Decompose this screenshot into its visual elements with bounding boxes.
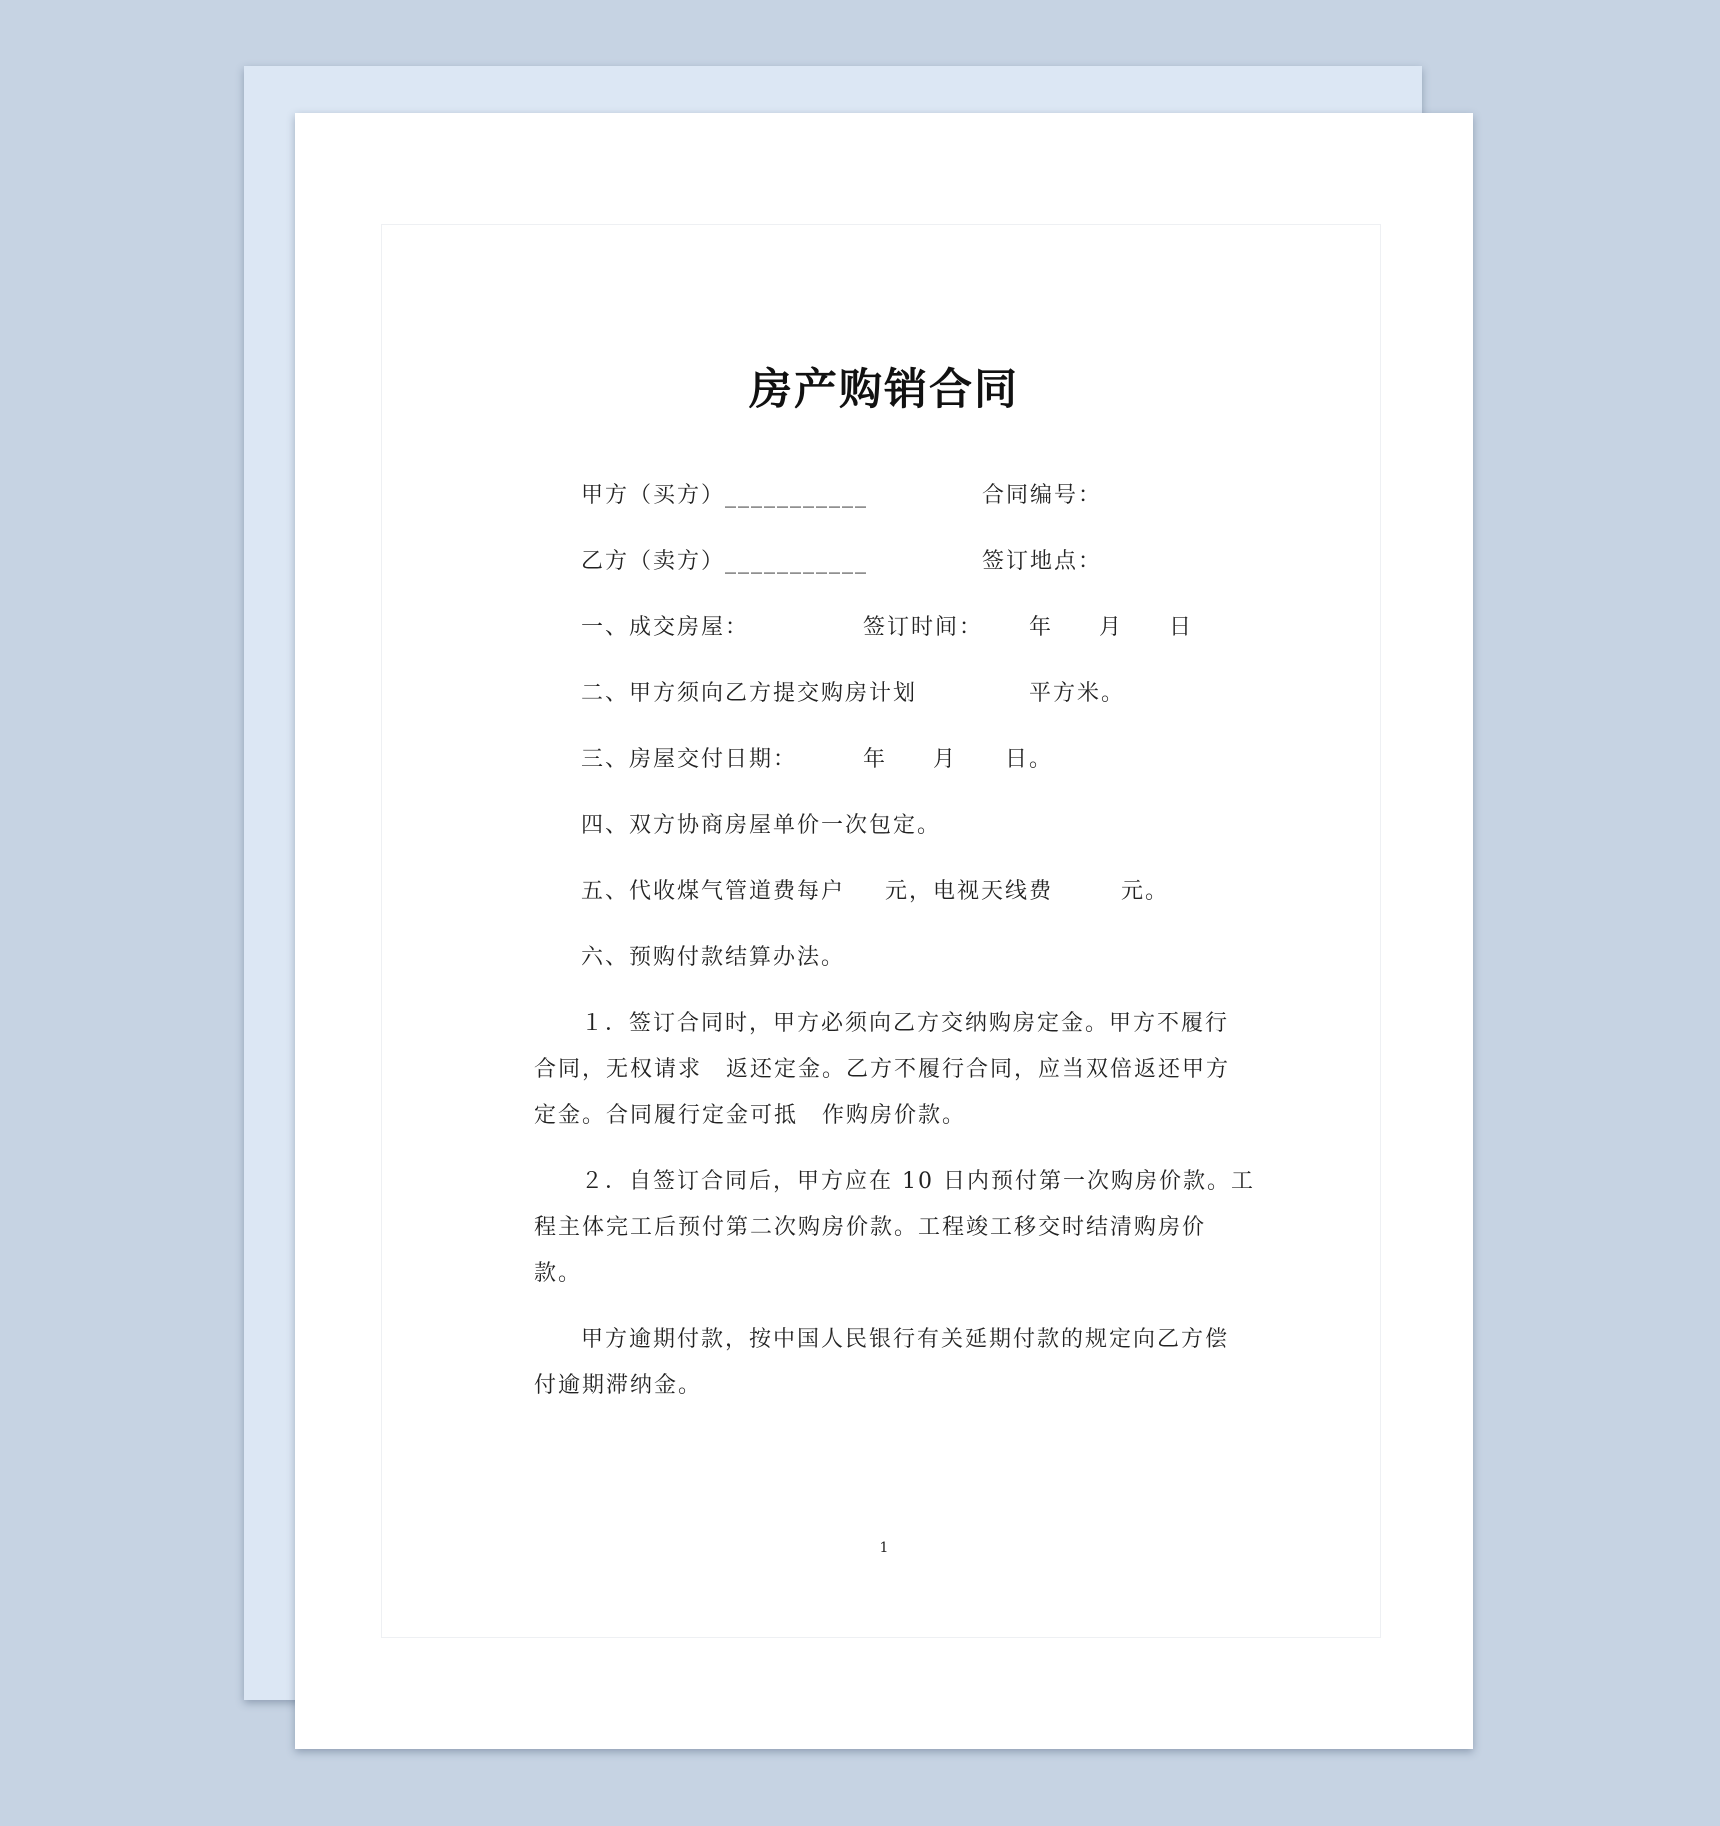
clause-1-house: 一、成交房屋： — [581, 615, 750, 640]
clause-2-unit: 平方米。 — [1029, 681, 1126, 706]
clause-4-unit-price: 四、双方协商房屋单价一次包定。 — [581, 813, 942, 838]
clause-5-tv-fee: 元，电视天线费 — [885, 879, 1054, 904]
late-payment-line-1: 甲方逾期付款，按中国人民银行有关延期付款的规定向乙方偿 — [581, 1327, 1230, 1352]
document-title: 房产购销合同 — [749, 365, 1019, 415]
clause-2-plan: 二、甲方须向乙方提交购房计划 — [581, 681, 918, 706]
item-1-line-3: 定金。合同履行定金可抵 作购房价款。 — [534, 1103, 967, 1128]
clause-1-day: 日 — [1169, 615, 1194, 640]
sign-place-label: 签订地点： — [982, 549, 1103, 574]
page-number: 1 — [879, 1540, 889, 1556]
item-1-line-1: １．签订合同时，甲方必须向乙方交纳购房定金。甲方不履行 — [581, 1011, 1230, 1036]
item-1-line-2: 合同，无权请求 返还定金。乙方不履行合同，应当双倍返还甲方 — [534, 1057, 1231, 1082]
page-margin-frame — [381, 224, 1381, 1638]
clause-5-yuan: 元。 — [1121, 879, 1170, 904]
clause-3-year: 年 — [863, 747, 888, 772]
clause-3-day: 日。 — [1005, 747, 1054, 772]
clause-1-sign-time: 签订时间： — [863, 615, 984, 640]
item-2-line-3: 款。 — [534, 1261, 583, 1286]
item-2-line-1: ２．自签订合同后，甲方应在 10 日内预付第一次购房价款。工 — [581, 1169, 1255, 1194]
party-a-line: 甲方（买方）___________ — [581, 483, 869, 508]
party-b-line: 乙方（卖方）___________ — [581, 549, 869, 574]
clause-3-delivery-date: 三、房屋交付日期： — [581, 747, 798, 772]
clause-3-month: 月 — [933, 747, 958, 772]
clause-5-gas-fee: 五、代收煤气管道费每户 — [581, 879, 846, 904]
item-2-line-2: 程主体完工后预付第二次购房价款。工程竣工移交时结清购房价 — [534, 1215, 1207, 1240]
clause-6-payment-method: 六、预购付款结算办法。 — [581, 945, 846, 970]
late-payment-line-2: 付逾期滞纳金。 — [534, 1373, 703, 1398]
document-page — [295, 113, 1473, 1749]
clause-1-month: 月 — [1099, 615, 1124, 640]
contract-number-label: 合同编号： — [982, 483, 1103, 508]
clause-1-year: 年 — [1029, 615, 1054, 640]
